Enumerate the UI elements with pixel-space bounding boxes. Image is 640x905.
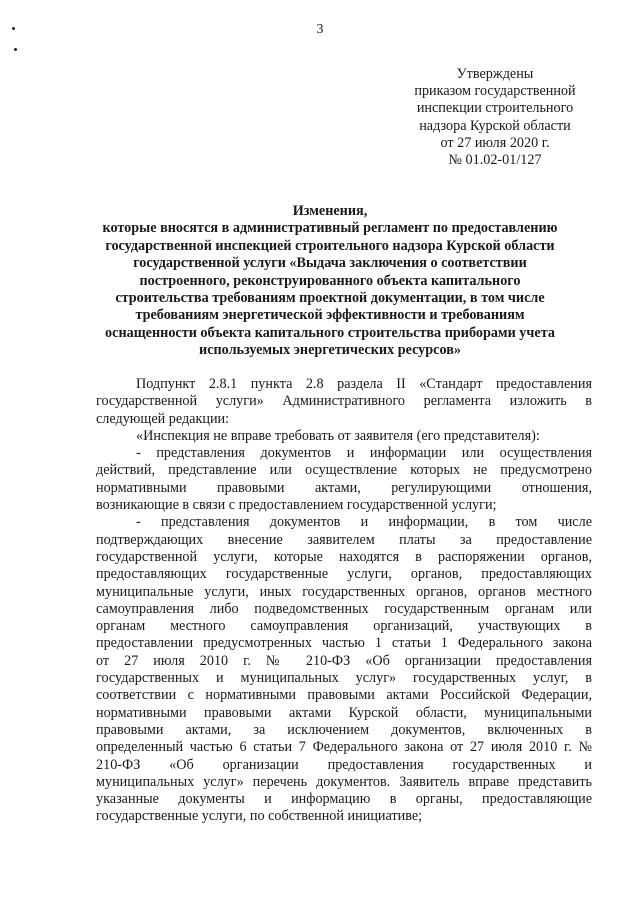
text-line: предоставлении предусмотренных частью 1 статьи 1 Федерального закона — [96, 635, 592, 652]
approval-stamp — [380, 66, 610, 169]
text-line: от 27 июля 2010 г. № 210-ФЗ «Об организации предоставления — [96, 652, 592, 669]
approval-line: приказом государственной — [414, 83, 576, 100]
document-heading — [80, 203, 580, 360]
heading-line: оснащенности объекта капитального строительства приборами учета — [105, 324, 555, 341]
scan-mark — [14, 48, 17, 51]
text-line: нормативными правовыми актами Курской области, муниципальными — [96, 704, 592, 721]
heading-line: строительства требованиям проектной документации, в том числе — [115, 290, 545, 307]
text-line: самоуправления либо подведомственных государственным органам или — [96, 600, 592, 617]
heading-title: Изменения, — [292, 203, 368, 219]
text-line: Подпункт 2.8.1 пункта 2.8 раздела II «Стандарт предоставления — [136, 376, 592, 392]
heading-line: требованиям энергетической эффективности и требованиям — [135, 307, 525, 324]
text-line: - представления документов и информации, в том числе — [136, 514, 592, 531]
heading-line: используемых энергетических ресурсов» — [199, 342, 461, 359]
approval-line: Утверждены — [456, 66, 534, 82]
approval-line: от 27 июля 2020 г. — [440, 134, 550, 151]
text-line: государственной услуги» Административного регламента изложить в — [96, 393, 592, 410]
document-body — [96, 376, 592, 826]
text-line: государственные услуги, по собственной инициативе; — [96, 808, 423, 825]
text-line: указанные документы и информацию в органы, предоставляющие — [96, 791, 592, 808]
heading-line: которые вносятся в административный регламент по предоставлению — [102, 220, 558, 237]
page-number: 3 — [316, 22, 324, 37]
approval-line: инспекции строительного — [416, 100, 574, 117]
text-line: государственной услуги, которые находятся в распоряжении органов, — [96, 548, 592, 565]
text-line: следующей редакции: — [96, 410, 230, 427]
heading-line: государственной услуги «Выдача заключения о соответствии — [133, 255, 527, 272]
text-line: действий, представление или осуществление которых не предусмотрено — [96, 462, 592, 479]
paragraph-subclause — [96, 376, 592, 428]
text-line: соответствии с нормативными правовыми актами Российской Федерации, — [96, 687, 592, 704]
heading-line: государственной инспекцией строительного надзора Курской области — [105, 237, 555, 254]
text-line: муниципальных услуг» перечень документов. Заявитель вправе представить — [96, 773, 592, 790]
text-line: государственных и муниципальных услуг» государственных услуг, в — [96, 670, 592, 687]
text-line: предоставляющих государственные услуги, органов, предоставляющих — [96, 566, 592, 583]
approval-line: надзора Курской области — [419, 117, 571, 134]
paragraph-item-2 — [96, 514, 592, 825]
text-line: нормативными правовыми актами, регулирующими отношения, — [96, 479, 592, 496]
paragraph-intro — [96, 428, 592, 445]
paragraph-item-1 — [96, 445, 592, 514]
text-line: определенный частью 6 статьи 7 Федерального закона от 27 июля 2010 г. № — [96, 739, 592, 756]
text-line: муниципальные услуги, иных государственных органов, органов местного — [96, 583, 592, 600]
text-line: органам местного самоуправления организаций, участвующих в — [96, 618, 592, 635]
text-line: - представления документов и информации или осуществления — [136, 445, 592, 462]
approval-line: № 01.02-01/127 — [448, 152, 542, 169]
text-line: «Инспекция не вправе требовать от заявителя (его представителя): — [136, 427, 540, 444]
text-line: подтверждающих внесение заявителем платы за предоставление — [96, 531, 592, 548]
text-line: правовыми актами, за исключением документов, включенных в — [96, 721, 592, 738]
heading-line: построенного, реконструированного объекта капитального — [139, 272, 521, 289]
text-line: возникающие в связи с предоставлением государственной услуги; — [96, 497, 497, 514]
text-line: 210-ФЗ «Об организации предоставления государственных и — [96, 756, 592, 773]
